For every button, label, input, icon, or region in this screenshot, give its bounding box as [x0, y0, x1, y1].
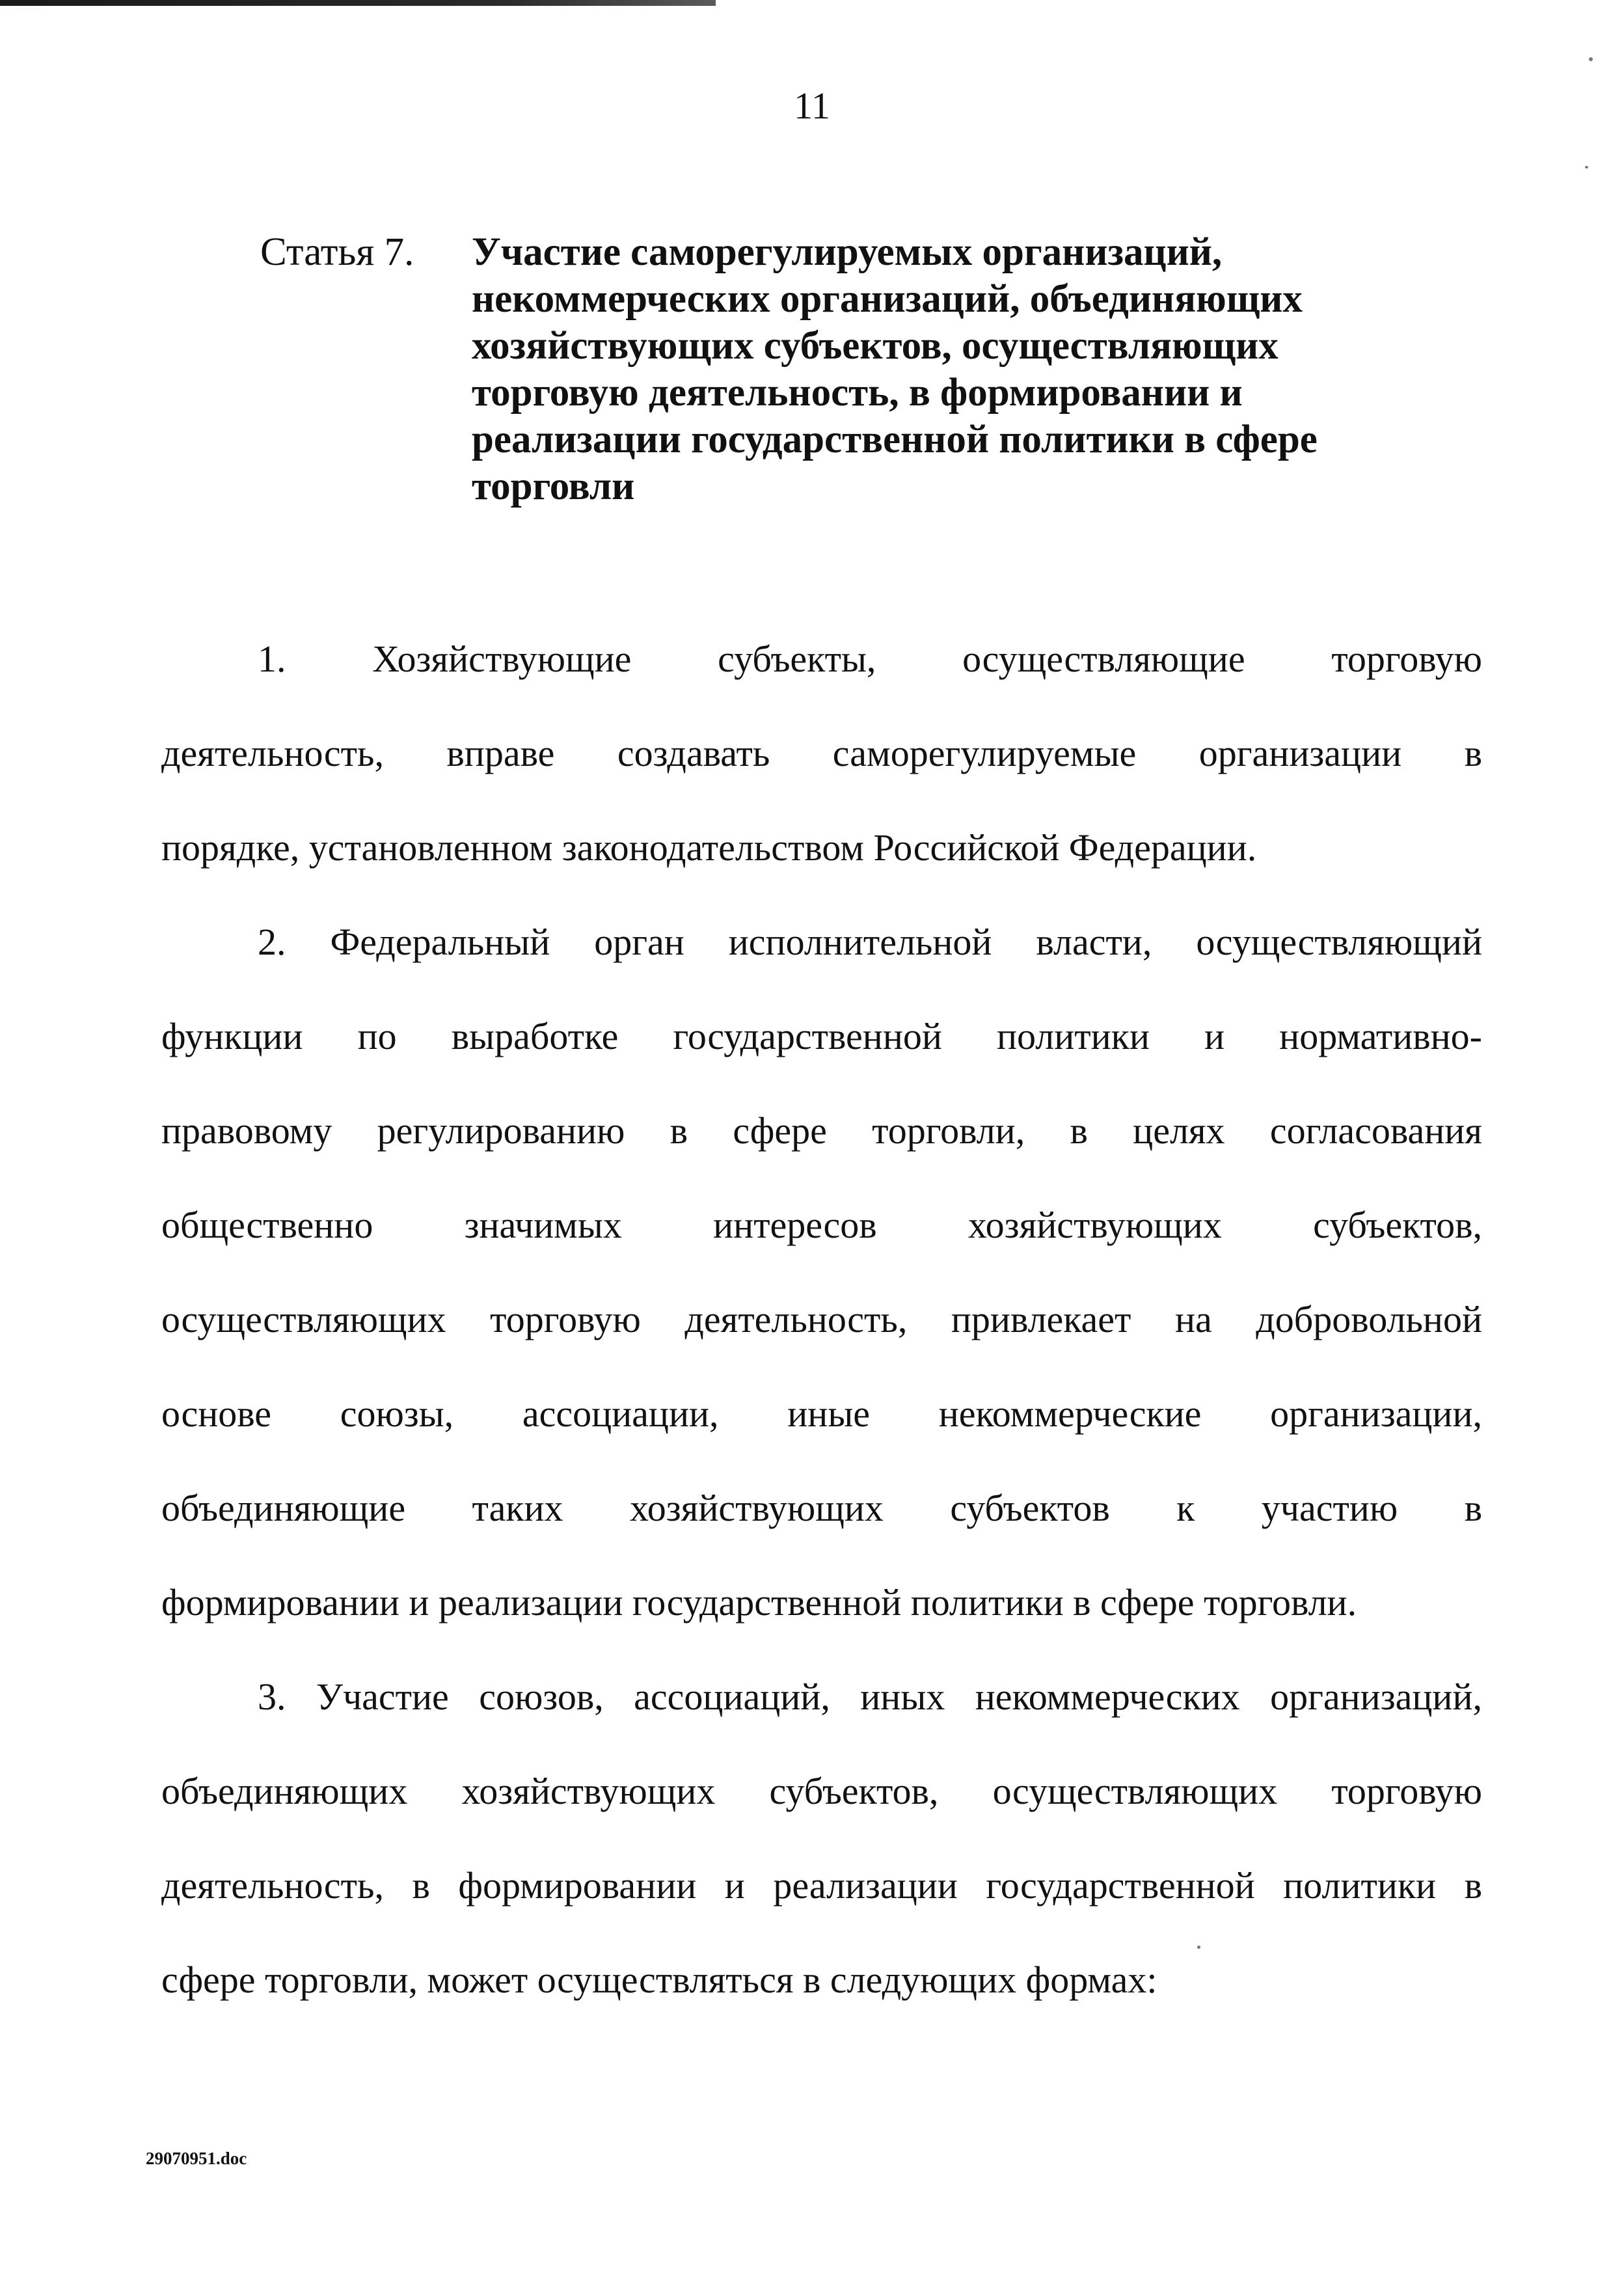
article-title-line: Участие саморегулируемых организаций, [472, 230, 1223, 274]
paragraph-line: сфере торговли, может осуществляться в следующих формах: [161, 1959, 1157, 2001]
article-title-line: хозяйствующих субъектов, осуществляющих [472, 324, 1279, 368]
article-title-line: реализации государственной политики в сфере [472, 418, 1318, 461]
scan-edge-artifact [0, 0, 716, 6]
paragraph-1 [161, 612, 1482, 895]
scan-speck [1585, 166, 1588, 169]
paragraph-3 [161, 1650, 1482, 2027]
page-number: 11 [794, 85, 830, 127]
paragraph-line: порядке, установленном законодательством Российской Федерации. [161, 826, 1257, 869]
paragraph-line: общественно значимых интересов хозяйствующих субъектов, [161, 1204, 1482, 1246]
article-title [472, 229, 1318, 510]
paragraph-line: деятельность, вправе создавать саморегулируемые организации в [161, 732, 1482, 774]
article-body [161, 612, 1482, 2027]
file-code: 29070951.doc [146, 2149, 247, 2168]
paragraph-line: деятельность, в формировании и реализации государственной политики в [161, 1864, 1482, 1907]
paragraph-line: 2. Федеральный орган исполнительной власти, осуществляющий [258, 921, 1482, 963]
paragraph-line: 1. Хозяйствующие субъекты, осуществляющие торговую [258, 638, 1482, 680]
paragraph-line: основе союзы, ассоциации, иные некоммерческие организации, [161, 1392, 1482, 1435]
paragraph-line: правовому регулированию в сфере торговли, в целях согласования [161, 1109, 1482, 1152]
paragraph-line: функции по выработке государственной политики и нормативно- [161, 1015, 1482, 1057]
scan-speck [1197, 1946, 1200, 1949]
paragraph-2 [161, 895, 1482, 1650]
article-title-line: торговли [472, 465, 635, 508]
paragraph-line: осуществляющих торговую деятельность, привлекает на добровольной [161, 1298, 1482, 1340]
scan-speck [1589, 57, 1593, 61]
paragraph-line: объединяющих хозяйствующих субъектов, осуществляющих торговую [161, 1770, 1482, 1812]
paragraph-line: 3. Участие союзов, ассоциаций, иных некоммерческих организаций, [258, 1676, 1482, 1718]
paragraph-line: формировании и реализации государственной политики в сфере торговли. [161, 1581, 1357, 1623]
article-title-line: некоммерческих организаций, объединяющих [472, 277, 1303, 321]
article-title-line: торговую деятельность, в формировании и [472, 371, 1243, 414]
article-label: Статья 7. [260, 230, 414, 274]
paragraph-line: объединяющие таких хозяйствующих субъектов к участию в [161, 1487, 1482, 1529]
